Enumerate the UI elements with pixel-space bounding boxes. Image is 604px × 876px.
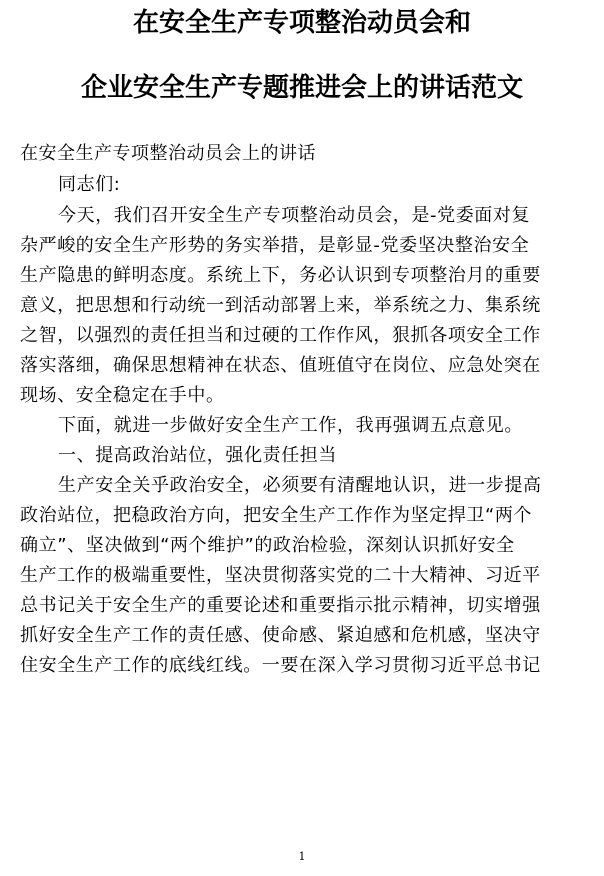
section-heading: 一、提高政治站位，强化责任担当 xyxy=(58,445,337,466)
paragraph-line: 杂严峻的安全生产形势的务实举措，是彰显-党委坚决整治安全 xyxy=(20,235,530,256)
speech-subtitle: 在安全生产专项整治动员会上的讲话 xyxy=(20,143,316,164)
paragraph-line: 之智，以强烈的责任担当和过硬的工作作风，狠抓各项安全工作 xyxy=(20,325,541,346)
paragraph-line: 生产安全关乎政治安全，必须要有清醒地认识，进一步提高 xyxy=(58,475,542,496)
paragraph-line: 确立”、坚决做到“两个维护”的政治检验，深刻认识抓好安全 xyxy=(20,535,515,556)
salutation: 同志们: xyxy=(58,174,121,195)
paragraph-line: 落实落细，确保思想精神在状态、值班值守在岗位、应急处突在 xyxy=(20,355,541,376)
paragraph-line: 政治站位，把稳政治方向，把安全生产工作作为坚定捍卫“两个 xyxy=(20,505,533,526)
paragraph-line: 意义，把思想和行动统一到活动部署上来，举系统之力、集系统 xyxy=(20,295,541,316)
document-title-line-1: 在安全生产专项整治动员会和 xyxy=(132,8,471,38)
paragraph-line: 现场、安全稳定在手中。 xyxy=(20,385,225,406)
paragraph-line: 住安全生产工作的底线红线。一要在深入学习贯彻习近平总书记 xyxy=(20,655,541,676)
paragraph-line: 生产工作的极端重要性，坚决贯彻落实党的二十大精神、习近平 xyxy=(20,565,541,586)
paragraph-line: 下面，就进一步做好安全生产工作，我再强调五点意见。 xyxy=(58,415,523,436)
paragraph-line: 生产隐患的鲜明态度。系统上下，务必认识到专项整治月的重要 xyxy=(20,265,541,286)
page-number: 1 xyxy=(298,850,306,863)
document-title-line-2: 企业安全生产专题推进会上的讲话范文 xyxy=(80,73,523,103)
paragraph-line: 抓好安全生产工作的责任感、使命感、紧迫感和危机感，坚决守 xyxy=(20,625,541,646)
paragraph-line: 总书记关于安全生产的重要论述和重要指示批示精神，切实增强 xyxy=(20,595,541,616)
paragraph-line: 今天，我们召开安全生产专项整治动员会，是-党委面对复 xyxy=(58,205,531,226)
